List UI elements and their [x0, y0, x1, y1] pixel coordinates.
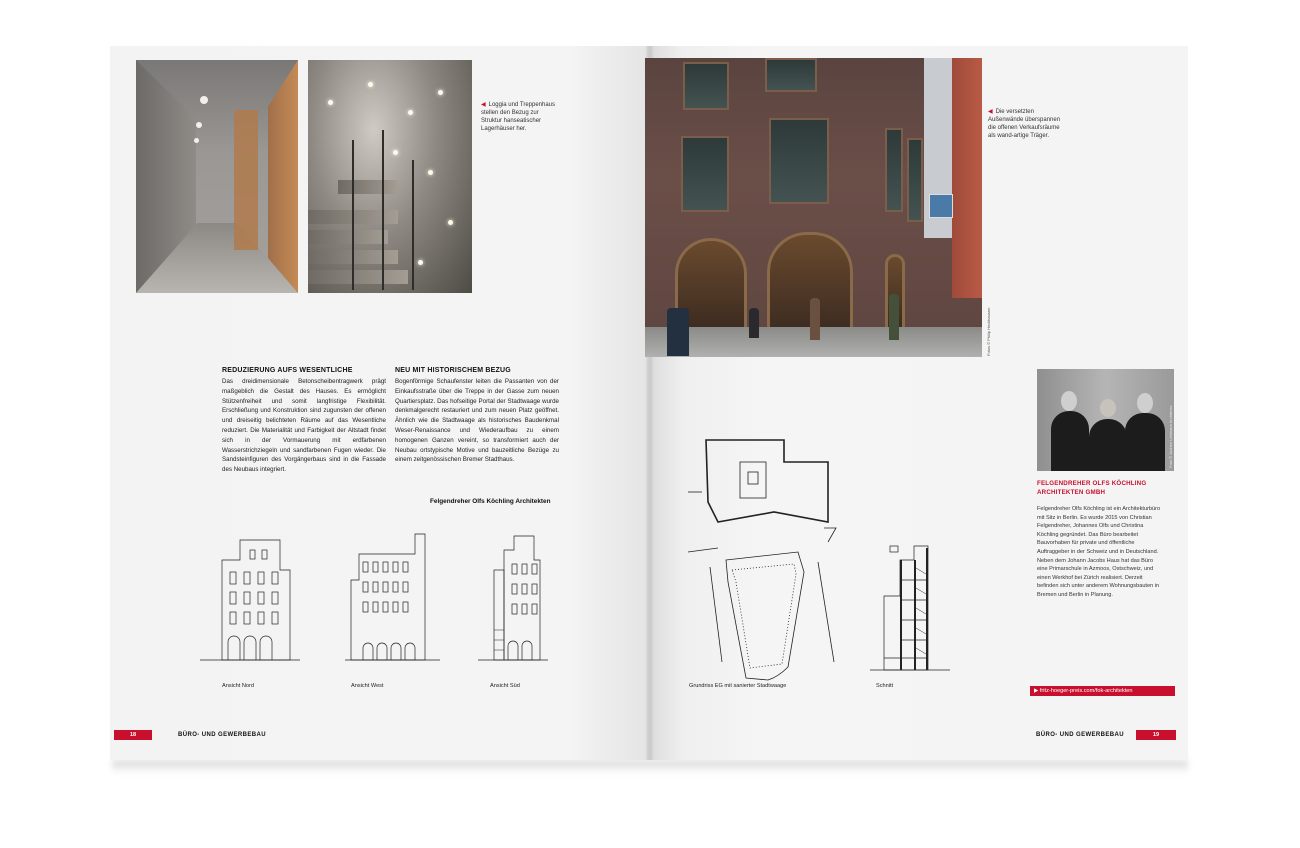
label-schnitt: Schnitt: [876, 683, 894, 689]
loggia-caption: ◀ Loggia und Treppenhaus stellen den Bezug zur Struktur hanseatischer Lagerhäuser her.: [481, 102, 556, 132]
elevation-west-drawing: [345, 530, 445, 665]
article-author: Felgendreher Olfs Köchling Architekten: [430, 498, 551, 505]
caption-marker-icon: ◀: [481, 102, 486, 108]
loggia-photo: [136, 60, 298, 293]
label-ansicht-west: Ansicht West: [351, 683, 384, 689]
section-drawing: [870, 540, 960, 670]
profile-heading-line2: ARCHITEKTEN GMBH: [1037, 488, 1106, 496]
facade-caption: ◀ Die versetzten Außenwände überspannen die offenen Verkaufsräume als wand-artige Träger.: [988, 109, 1061, 139]
col1-text: Das dreidimensionale Betonscheibentragwerk prägt maßgeblich die Gestalt des Hauses. Es ermöglicht Stützenfreiheit und somit langfristige Flexibilität. Erschließung und Konstruktion sind zugunsten der offenen und dreiseitig belichteten Räume auf das Wesentliche reduziert. Die Materialität und Farbigkeit der Altstadt findet sich in der Vormauerung mit erdfarbenen Wasserstrichziegeln und sandfarbenen Fugen wieder. Die Sandsteinfiguren des Vorgängerbaus sind in die Fassade des Neubaus integriert.: [222, 378, 386, 474]
architects-portrait: [1037, 369, 1174, 471]
profile-link[interactable]: [1030, 686, 1175, 696]
building-photo: [645, 58, 982, 357]
profile-heading-line1: FELGENDREHER OLFS KÖCHLING: [1037, 480, 1147, 487]
elevation-north-drawing: [200, 530, 300, 665]
portrait-credit: Foto © Jochen Lehmann Architects: [1168, 405, 1173, 468]
col2-heading: NEU MIT HISTORISCHEM BEZUG: [395, 367, 511, 374]
right-section-label: BÜRO- UND GEWERBEBAU: [1036, 732, 1124, 738]
floor-plan-drawing: [688, 432, 848, 682]
caption-marker-icon: ◀: [988, 109, 993, 115]
elevation-south-drawing: [478, 530, 548, 665]
magazine-shadow: [112, 760, 1188, 774]
col1-heading: REDUZIERUNG AUFS WESENTLICHE: [222, 367, 353, 374]
staircase-photo: [308, 60, 472, 293]
left-page-number: 18: [114, 730, 152, 740]
label-grundriss: Grundriss EG mit sanierter Stadtwaage: [689, 683, 787, 689]
label-ansicht-nord: Ansicht Nord: [222, 683, 255, 689]
left-section-label: BÜRO- UND GEWERBEBAU: [178, 732, 266, 738]
photo-credit: Fotos © Philip Heckhausen: [986, 307, 991, 356]
right-page-number: 19: [1136, 730, 1176, 740]
col2-text: Bogenförmige Schaufenster leiten die Passanten von der Einkaufsstraße über die Treppe in der Gasse zum neuen Quartiersplatz. Das hofseitige Portal der Stadtwaage wurde denkmalgerecht restauriert und zum neuen Platz geöffnet. Ähnlich wie die Stadtwaage als historisches Baudenkmal Weser-Renaissance und Wiederaufbau zu einem homogenen Ganzen vereint, so transformiert auch der Neubau ortstypische Motive und bauzeitliche Bezüge zu einem zeitgenössischen Bremer Stadthaus.: [395, 378, 559, 464]
link-arrow-icon: ▶: [1034, 688, 1039, 694]
label-ansicht-sued: Ansicht Süd: [490, 683, 520, 689]
profile-link-text: fritz-hoeger-preis.com/fok-architekten: [1039, 688, 1133, 694]
profile-heading: [1037, 480, 1177, 497]
profile-text: Felgendreher Olfs Köchling ist ein Architekturbüro mit Sitz in Berlin. Es wurde 2015 von Christian Felgendreher, Johannes Olfs und Christina Köchling gegründet. Das Büro bearbeitet Bauvorhaben für private und öffentliche Auftraggeber in der Schweiz und in Deutschland. Neben dem Johann Jacobs Haus hat das Büro eine Primarschule in Azmoos, Ostschweiz, und einen Werkhof bei Zürich realisiert. Derzeit befinden sich unter anderem Wohnungsbauten in Bremen und Berlin in Planung.: [1037, 506, 1161, 598]
